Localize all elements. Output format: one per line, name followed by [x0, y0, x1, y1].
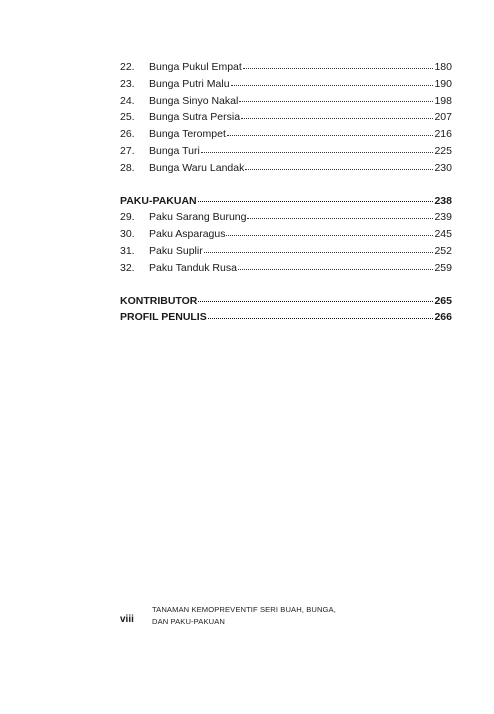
dot-leader — [239, 101, 433, 102]
toc-entry-page: 230 — [434, 161, 452, 174]
toc-entry-page: 245 — [434, 228, 452, 241]
toc-section-heading — [120, 309, 452, 326]
toc-entry-number: 30. — [120, 228, 135, 241]
toc-entry — [120, 109, 452, 126]
toc-entry — [120, 76, 452, 93]
toc-entry-number: 32. — [120, 261, 135, 274]
toc-entry-number: 29. — [120, 211, 135, 224]
toc-entry-page: 259 — [434, 261, 452, 274]
toc-entry-page: 225 — [434, 144, 452, 157]
dot-leader — [198, 301, 433, 302]
dot-leader — [198, 201, 434, 202]
dot-leader — [227, 135, 434, 136]
dot-leader — [208, 318, 434, 319]
dot-leader — [204, 252, 434, 253]
dot-leader — [245, 169, 433, 170]
toc-entry-number: 26. — [120, 128, 135, 141]
page-footer — [120, 604, 336, 628]
footer-title-line: DAN PAKU-PAKUAN — [152, 617, 225, 626]
toc-entry — [120, 226, 452, 243]
toc-entry-number: 28. — [120, 161, 135, 174]
toc-entry-title: Paku Suplir — [149, 244, 203, 257]
toc-entry-page: 216 — [434, 128, 452, 141]
toc-entry-title: Paku Sarang Burung — [149, 211, 247, 224]
toc-entry-page: 207 — [434, 111, 452, 124]
toc-section-title: KONTRIBUTOR — [120, 294, 198, 307]
toc-entry — [120, 93, 452, 110]
dot-leader — [238, 269, 434, 270]
section-spacer — [120, 277, 452, 293]
toc-entry-title: Bunga Sinyo Nakal — [149, 94, 239, 107]
toc-entry-title: Paku Asparagus — [149, 228, 226, 241]
toc-entry — [120, 160, 452, 177]
toc-entry-number: 25. — [120, 111, 135, 124]
toc-entry — [120, 209, 452, 226]
toc-entry — [120, 59, 452, 76]
page-number: viii — [120, 613, 134, 625]
toc-entry-title: Bunga Pukul Empat — [149, 61, 242, 73]
toc-entry-number: 31. — [120, 244, 135, 257]
dot-leader — [247, 218, 433, 219]
dot-leader — [201, 152, 434, 153]
toc-section-title: PAKU-PAKUAN — [120, 194, 197, 207]
toc-entry-title: Bunga Putri Malu — [149, 77, 230, 90]
toc-section-heading — [120, 193, 452, 210]
table-of-contents — [120, 59, 452, 326]
toc-entry — [120, 126, 452, 143]
toc-entry-number: 22. — [120, 61, 135, 73]
dot-leader — [226, 235, 433, 236]
toc-entry-title: Bunga Sutra Persia — [149, 111, 241, 124]
toc-section-page: 265 — [434, 294, 452, 307]
toc-entry-page: 198 — [434, 94, 452, 107]
toc-entry — [120, 243, 452, 260]
toc-entry — [120, 260, 452, 277]
toc-entry-title: Bunga Turi — [149, 144, 200, 157]
toc-entry-number: 27. — [120, 144, 135, 157]
toc-entry-number: 23. — [120, 77, 135, 90]
toc-entry-page: 190 — [434, 77, 452, 90]
toc-entry-page: 239 — [434, 211, 452, 224]
running-footer-title — [152, 604, 336, 628]
toc-section-title: PROFIL PENULIS — [120, 311, 207, 324]
toc-entry-page: 252 — [434, 244, 452, 257]
footer-title-line: TANAMAN KEMOPREVENTIF SERI BUAH, BUNGA, — [152, 605, 336, 614]
toc-section-page: 238 — [434, 194, 452, 207]
toc-entry-title: Bunga Terompet — [149, 128, 226, 141]
toc-entry-title: Bunga Waru Landak — [149, 161, 245, 174]
dot-leader — [231, 85, 434, 86]
dot-leader — [243, 68, 434, 69]
toc-entry-number: 24. — [120, 94, 135, 107]
toc-section-heading — [120, 293, 452, 310]
toc-entry-title: Paku Tanduk Rusa — [149, 261, 237, 274]
toc-entry — [120, 143, 452, 160]
toc-section-page: 266 — [434, 311, 452, 324]
toc-entry-page: 180 — [434, 61, 452, 73]
section-spacer — [120, 177, 452, 193]
dot-leader — [241, 118, 433, 119]
